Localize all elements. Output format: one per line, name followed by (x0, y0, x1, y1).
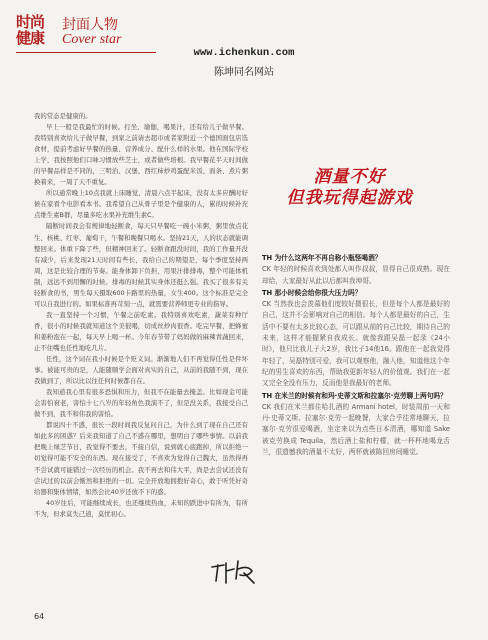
qa-section (262, 253, 450, 459)
question: TH 那小时候会给你很大压力吗？ (262, 288, 362, 297)
body-paragraph: 我知道我心里有很多恐惧和压力，但我不在能量去掩盖。比如现金可能会害怕衰老，害怕十七八岁的年轻角色我演不了，但是没关系，我接受自己做不到，我不和伟我的害怕。 (34, 388, 248, 419)
body-paragraph: 所以通常晚上10点我就上床睡觉，清晨六点半起床，没有太多应酬时好候在家看个电影看本书。我希望自己从骨子里是个健康的人，累的时候补充点维生素B群，尽量多吃水果补充维生素C。 (34, 189, 248, 220)
question: TH 在米兰的时候有和玛·史蒂文斯和拉塞尔·克劳聊上两句吗？ (262, 391, 447, 400)
article-body (34, 111, 248, 520)
body-paragraph: 隔断时间我会有规律地轻断食，每天只早餐吃一碗小米粥，粥里放点花生、核桃、红枣、葡萄干，午餐和晚餐只喝水。坚持21天，人的状态就能调整回来。体重下降了些，但精神回来了。轻断食跟没时间，我的工作量开没有减少，后来发现21天时间有些长，我给自己的期望是，每个季度坚持两周，这是比较合理的节奏。能身体卸下负担，用果汁排排毒，整个可能体机制，远远不到用懈的时候。排毒的时候其实身体还挺么强。我买了很多有关轻断食的书，男生每天摄取600卡路里的热量，女生400。这个标准是完全可以自我进行的。如果标准再苛刻一点，就需要营养师更专业的指导。 (34, 222, 248, 308)
pull-quote-line1: 酒量不好 (313, 167, 386, 187)
handwritten-signature (208, 557, 258, 585)
page-number: 64 (34, 612, 45, 621)
body-paragraph: 任性，这个词在我小时候是个贬义词。渐渐地人们不再觉得任性是件坏事。被能可贵的是，人能随顺学会面对真实的自己，从前的我随不到，现在我做到了，所以比以往任何时候都自在。 (34, 355, 248, 386)
body-paragraph: 我一直坚持一个习惯，午餐之前吃素。我特别喜欢吃素，蔬菜有种厅香，很小的时候我就知道这个美很喝，切成丝炒肉很香。吃完早餐，把蜂蜜和姜粉泡在一起，每天早上喝一杯。今年春节带了妈妈做的麻辣青蔬回来，止不住嘴也任性地吃几片。 (34, 310, 248, 352)
section-subtitle: Cover star (62, 32, 122, 47)
body-paragraph: 40岁往后，可能继续成长，也还继续热血，未知的跌进中有所为，有所不为，但求莫失己道，莫忧初心。 (34, 498, 248, 518)
section-title: 封面人物 (62, 17, 118, 33)
site-url: www.ichenkun.com (193, 47, 295, 59)
question: TH 为什么这两年不再自称小瓶怪喝酒？ (262, 254, 382, 262)
magazine-logo (16, 14, 60, 46)
answer: CK 年轻的时候喜欢到处都人叫作叔叔，显得自己很成熟。现在却给，大家最好从此以后都叫我坤哥。 (262, 265, 450, 285)
pull-quote (262, 167, 437, 209)
logo-line2: 健康 (16, 29, 45, 47)
body-paragraph: 都说四十不惑，很长一段时间我反复问自己，为什么到了现在自己还有如此多的困惑？后来我知道了自己不惑在哪里，想明白了哪些事情。以前我把晚上绿芝节日，我觉得不要去，不接自信，说到就心底跑掉，所以拒绝一切觉得可能不安全的东西。现在接受了，不喜欢为觉得自己魏大，虽然得再不尝试就可能错过一次经历的机会。我不再去和伟大平，尚是去尝试还没有尝试过的以前会惭然和拒绝的一切。完全开放地拥抱好奇心，敢于听凭好奇给器和集体情绪，如然会比40岁还放不下的惑。 (34, 421, 248, 496)
answer: CK 当然我也会羡慕他们度较好摄很长，但是每个人都是最好的自己，这并不会影响对自己的相信。每个人都是最好的自己，生活中不要有太多比较心态，可以跟从前的自己比较，期待自己的未来，这样才能握紧自我成长。就像我跟吴磊一起录《24小时》，他只比我儿子大2岁，我比子14他16。跟他在一起我觉得年轻了，吴磊特别可爱，我可以观察他，融入他，知道他这个年纪的男生喜欢的东西，帮助我更新年轻人的价值观。我们在一起又完全全没有压力，反而他是我最好的老师。 (262, 300, 450, 388)
pull-quote-line2: 但我玩得起游戏 (286, 188, 413, 208)
logo-line1: 时尚 (16, 13, 45, 31)
answer: CK 我们在米兰都住哈扎酒的 Armani hotel，时装周前一天和丹·史蒂文斯、拉塞尔·克劳一起晚餐，大家合乎往常地聊天，拉塞尔·克劳很爱喝酒，坐定来以为点些日本清酒，哪知道 Sake 被克劳换成 Tequila，然后酒上盐和柠檬，就一杯杯地喝龙舌兰，很遗憾我的酒量不太好，两杯就被陈回房间睡觉。 (262, 402, 450, 457)
site-name: 陈坤同名网站 (214, 67, 274, 78)
body-paragraph: 我的常态是健康的。 (34, 112, 92, 120)
body-paragraph: 早上一般是我最忙的时候。打坐、瑜伽，喝果汁，还有给儿子做早餐。我特别喜欢给儿子做早餐，到家之前请去超市或者家附近一个德国面包店选食材，提前考虑好早餐的热量、营养成分、配什么样的水果。他在国际学校上学，我按照他们口味习惯放些芝士，或者做些培根。我早餐花半天时间做的早餐品样是不同的，三明治、汉堡、西红柿炒鸡蛋配米饭、面条、煮片粥换着来，一周了天不重复。 (34, 123, 248, 187)
